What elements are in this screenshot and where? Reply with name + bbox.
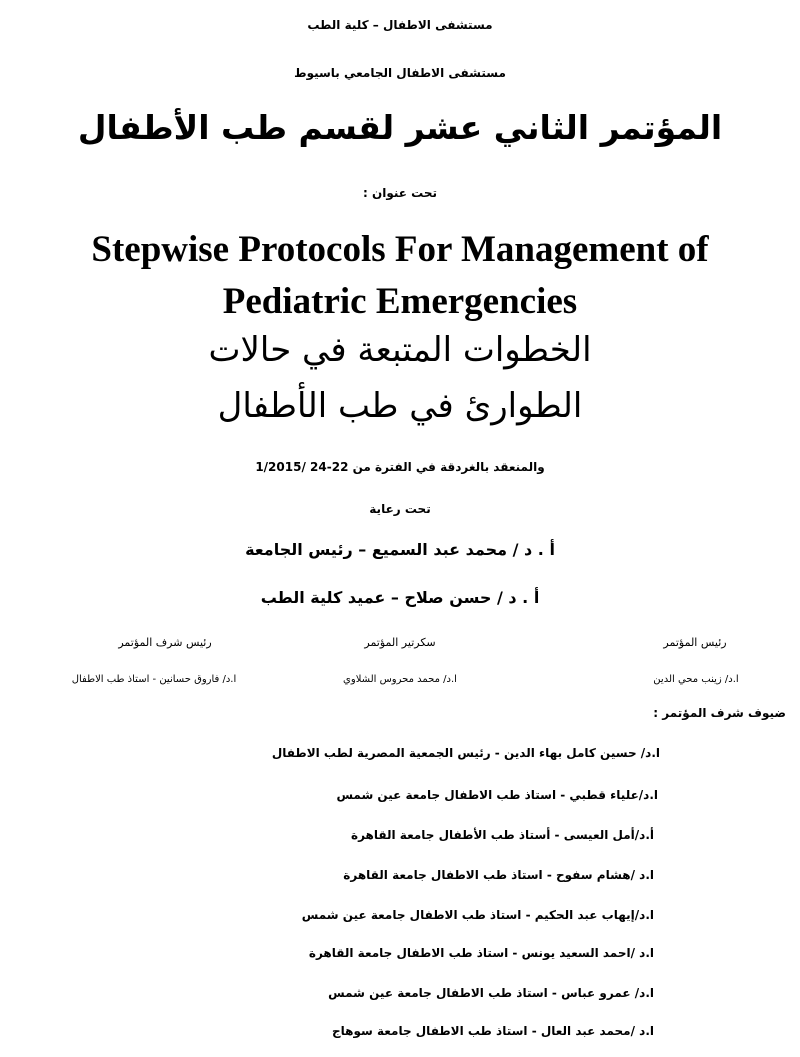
conference-dates: والمنعقد بالغردقة في الفترة من 22-24 /1/2015 [255,460,545,474]
arabic-title-line-1: الخطوات المتبعة في حالات [208,330,592,370]
officer-role-chair: رئيس المؤتمر [663,636,727,649]
honor-guests-label: ضيوف شرف المؤتمر : [653,706,786,720]
officer-name-secretary: ا.د/ محمد محروس الشلاوي [343,674,457,685]
english-title-line-1: Stepwise Protocols For Management of [91,229,709,270]
patron-dean-text: أ . د / حسن صلاح – عميد كلية الطب [260,588,540,607]
hospital-line: مستشفى الاطفال – كلية الطب [307,18,493,32]
guest-item: ا.د/إيهاب عبد الحكيم - استاذ طب الاطفال جامعة عين شمس [301,908,654,922]
officer-role-secretary: سكرتير المؤتمر [364,636,436,649]
patron-president [0,540,800,559]
english-title-line-2: Pediatric Emergencies [222,281,578,322]
officer-name-honorary-chair: ا.د/ فاروق حسانين - استاذ طب الاطفال [71,674,237,685]
university-hospital-line: مستشفى الاطفال الجامعي باسيوط [294,66,506,80]
under-title-label: تحت عنوان : [363,186,437,200]
guest-item: ا.د /محمد عبد العال - استاذ طب الاطفال جامعة سوهاج [331,1024,654,1038]
arabic-title-line-2: الطوارئ في طب الأطفال [217,386,583,426]
guest-item: أ.د/أمل العيسى - أستاذ طب الأطفال جامعة القاهرة [351,828,654,842]
guest-item: ا.د/ عمرو عباس - استاذ طب الاطفال جامعة عين شمس [328,986,654,1000]
guest-item: ا.د/علياء قطبي - استاذ طب الاطفال جامعة عين شمس [336,788,658,802]
patron-dean [0,588,800,607]
patron-president-text: أ . د / محمد عبد السميع – رئيس الجامعة [245,540,555,559]
guest-item: ا.د/ حسين كامل بهاء الدين - رئيس الجمعية المصرية لطب الاطفال [271,746,660,760]
guest-item: ا.د /احمد السعيد يونس - استاذ طب الاطفال جامعة القاهرة [308,946,654,960]
guest-item: ا.د /هشام سفوح - استاذ طب الاطفال جامعة القاهرة [343,868,654,882]
conference-title: المؤتمر الثاني عشر لقسم طب الأطفال [77,108,723,147]
officer-name-chair: ا.د/ زينب محي الدين [653,674,739,685]
patronage-label: تحت رعاية [369,502,431,516]
officer-role-honorary-chair: رئيس شرف المؤتمر [118,636,212,649]
